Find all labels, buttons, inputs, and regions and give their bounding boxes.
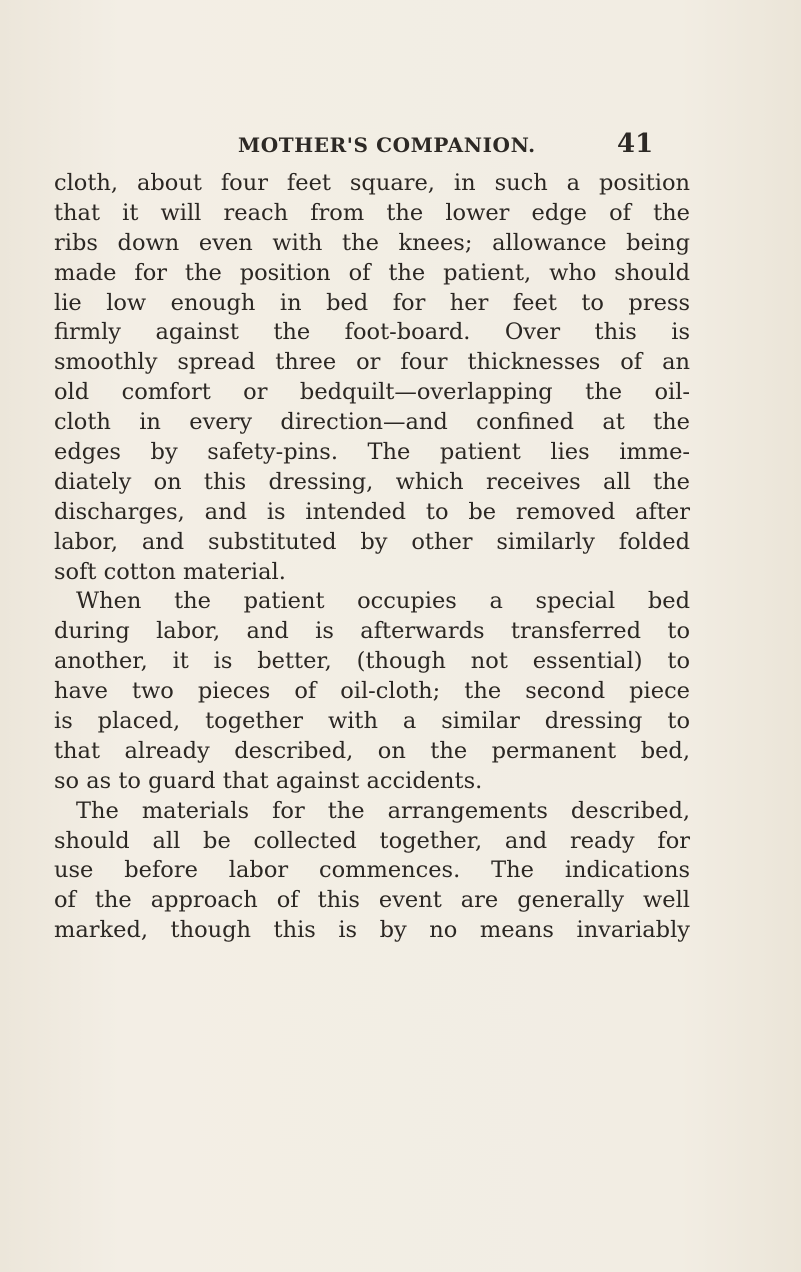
text-line: that it will reach from the lower edge of the — [54, 199, 690, 226]
text-line: is placed, together with a similar dressing to — [54, 708, 690, 735]
text-line: should all be collected together, and ready for — [54, 827, 690, 854]
text-line: firmly against the foot-board. Over this is — [54, 319, 690, 346]
page-number: 41 — [617, 129, 654, 159]
text-line: use before labor commences. The indications — [54, 857, 690, 884]
text-line: have two pieces of oil-cloth; the second piece — [54, 678, 690, 705]
text-line: discharges, and is intended to be removed after — [54, 498, 690, 525]
text-line: lie low enough in bed for her feet to press — [54, 289, 690, 316]
text-line: made for the position of the patient, who should — [54, 259, 690, 286]
text-line: of the approach of this event are generally well — [54, 887, 690, 914]
text-line: so as to guard that against accidents. — [54, 767, 483, 794]
text-line: When the patient occupies a special bed — [76, 588, 690, 615]
text-line: diately on this dressing, which receives all the — [54, 468, 690, 495]
text-line: another, it is better, (though not essential) to — [54, 648, 690, 675]
text-line: edges by safety-pins. The patient lies imme- — [54, 439, 690, 466]
text-line: marked, though this is by no means invariably — [54, 917, 690, 944]
text-line: cloth in every direction—and confined at the — [54, 409, 690, 436]
text-line: that already described, on the permanent bed, — [54, 737, 690, 764]
text-line: labor, and substituted by other similarly folded — [54, 528, 690, 555]
body-text — [54, 169, 690, 946]
text-line: smoothly spread three or four thicknesses of an — [54, 349, 690, 376]
text-line: The materials for the arrangements described, — [76, 797, 690, 824]
text-line: during labor, and is afterwards transferred to — [54, 618, 690, 645]
text-line: cloth, about four feet square, in such a position — [54, 170, 690, 196]
running-title: MOTHER'S COMPANION. — [238, 133, 536, 157]
text-line: ribs down even with the knees; allowance being — [54, 229, 690, 256]
text-line: old comfort or bedquilt—overlapping the oil- — [54, 379, 690, 406]
page-header — [0, 129, 801, 161]
text-line: soft cotton material. — [54, 558, 286, 585]
